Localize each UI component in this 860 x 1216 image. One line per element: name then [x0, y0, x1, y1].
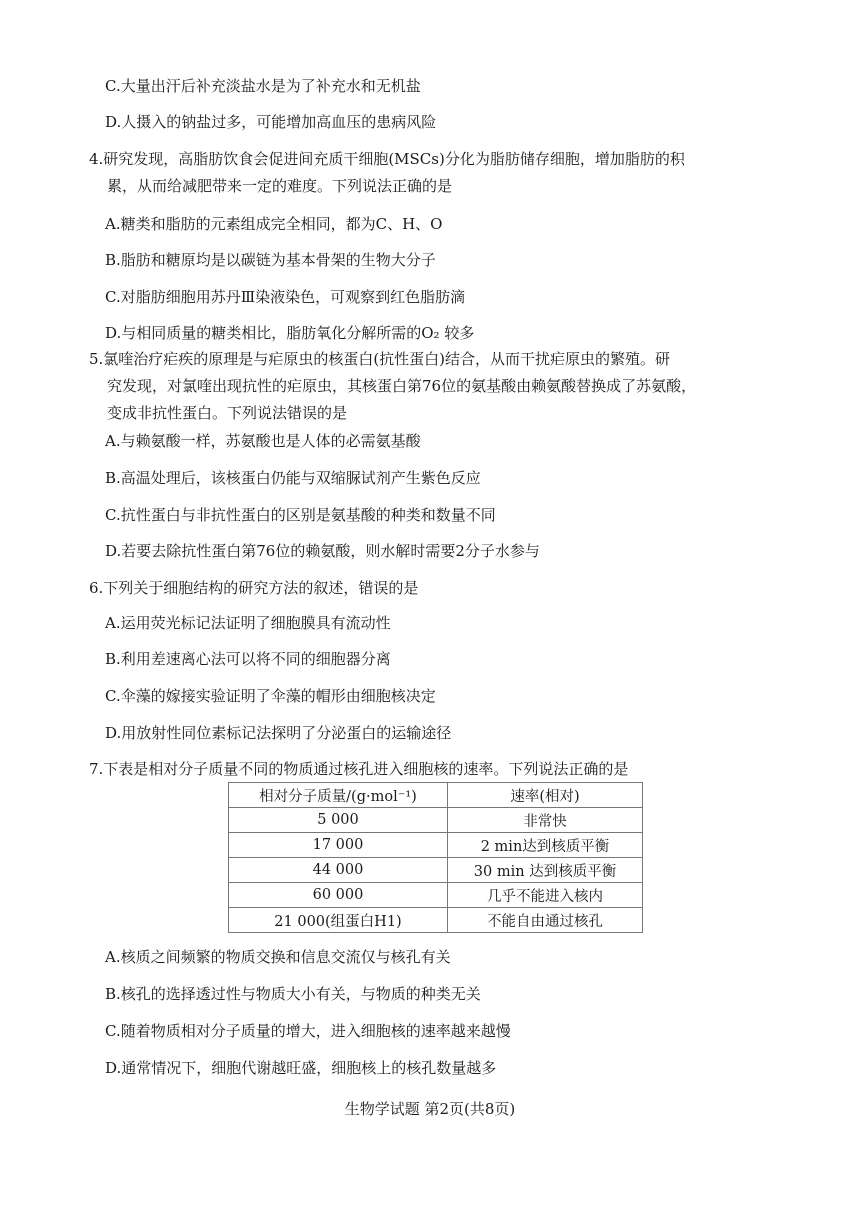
table-row — [229, 833, 643, 858]
table-cell: 60 000 — [229, 883, 448, 908]
q5-option-a: A.与赖氨酸一样，苏氨酸也是人体的必需氨基酸 — [105, 432, 421, 450]
q3-option-c: C.大量出汗后补充淡盐水是为了补充水和无机盐 — [105, 77, 421, 95]
q5-stem-line-3: 变成非抗性蛋白。下列说法错误的是 — [107, 404, 348, 422]
table-header-row — [229, 783, 643, 808]
rate-table — [228, 782, 643, 933]
q7-option-a: A.核质之间频繁的物质交换和信息交流仅与核孔有关 — [105, 948, 451, 966]
q5-stem-line-1: 5.氯喹治疗疟疾的原理是与疟原虫的核蛋白(抗性蛋白)结合，从而干扰疟原虫的繁殖。研 — [89, 350, 671, 368]
page-footer: 生物学试题 第2页(共8页) — [344, 1100, 516, 1118]
q7-option-d: D.通常情况下，细胞代谢越旺盛，细胞核上的核孔数量越多 — [105, 1059, 497, 1077]
table-header-cell: 相对分子质量/(g·mol⁻¹) — [229, 783, 448, 808]
q4-stem-line-1: 4.研究发现，高脂肪饮食会促进间充质干细胞(MSCs)分化为脂肪储存细胞，增加脂肪的积 — [89, 150, 685, 168]
q5-stem-line-2: 究发现，对氯喹出现抗性的疟原虫，其核蛋白第76位的氨基酸由赖氨酸替换成了苏氨酸， — [107, 377, 697, 395]
q4-option-d: D.与相同质量的糖类相比，脂肪氧化分解所需的O₂ 较多 — [105, 324, 475, 342]
table-cell: 不能自由通过核孔 — [448, 908, 643, 933]
q4-option-a: A.糖类和脂肪的元素组成完全相同，都为C、H、O — [105, 215, 443, 233]
table-row — [229, 858, 643, 883]
q5-option-d: D.若要去除抗性蛋白第76位的赖氨酸，则水解时需要2分子水参与 — [105, 542, 540, 560]
q6-option-d: D.用放射性同位素标记法探明了分泌蛋白的运输途径 — [105, 724, 452, 742]
q4-option-c: C.对脂肪细胞用苏丹Ⅲ染液染色，可观察到红色脂肪滴 — [105, 288, 466, 306]
table-row — [229, 883, 643, 908]
q5-option-b: B.高温处理后，该核蛋白仍能与双缩脲试剂产生紫色反应 — [105, 469, 481, 487]
q4-option-b: B.脂肪和糖原均是以碳链为基本骨架的生物大分子 — [105, 251, 436, 269]
table-row — [229, 808, 643, 833]
table-cell: 21 000(组蛋白H1) — [229, 908, 448, 933]
q6-option-c: C.伞藻的嫁接实验证明了伞藻的帽形由细胞核决定 — [105, 687, 436, 705]
q6-stem: 6.下列关于细胞结构的研究方法的叙述，错误的是 — [89, 579, 419, 597]
table-cell: 17 000 — [229, 833, 448, 858]
q6-option-b: B.利用差速离心法可以将不同的细胞器分离 — [105, 650, 391, 668]
table-header-cell: 速率(相对) — [448, 783, 643, 808]
q5-option-c: C.抗性蛋白与非抗性蛋白的区别是氨基酸的种类和数量不同 — [105, 506, 496, 524]
q7-option-b: B.核孔的选择透过性与物质大小有关，与物质的种类无关 — [105, 985, 481, 1003]
q6-option-a: A.运用荧光标记法证明了细胞膜具有流动性 — [105, 614, 391, 632]
table-cell: 30 min 达到核质平衡 — [448, 858, 643, 883]
table-cell: 2 min达到核质平衡 — [448, 833, 643, 858]
q3-option-d: D.人摄入的钠盐过多，可能增加高血压的患病风险 — [105, 113, 437, 131]
table-cell: 44 000 — [229, 858, 448, 883]
table-cell: 几乎不能进入核内 — [448, 883, 643, 908]
table-cell: 非常快 — [448, 808, 643, 833]
q7-option-c: C.随着物质相对分子质量的增大，进入细胞核的速率越来越慢 — [105, 1022, 511, 1040]
q4-stem-line-2: 累，从而给减肥带来一定的难度。下列说法正确的是 — [107, 177, 453, 195]
q7-stem: 7.下表是相对分子质量不同的物质通过核孔进入细胞核的速率。下列说法正确的是 — [89, 760, 629, 778]
table-cell: 5 000 — [229, 808, 448, 833]
table-row — [229, 908, 643, 933]
